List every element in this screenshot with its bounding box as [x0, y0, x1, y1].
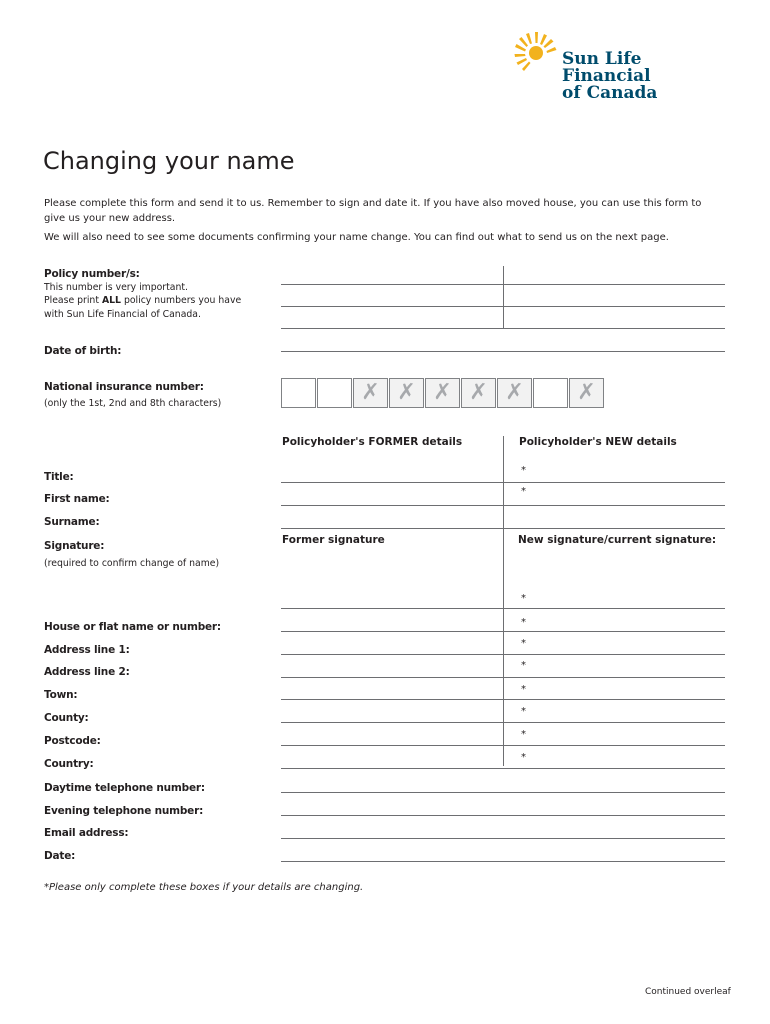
- policy-number-field-1[interactable]: [281, 266, 503, 284]
- eve-phone-field[interactable]: [281, 792, 725, 815]
- country-label: Country:: [44, 758, 94, 770]
- address1-star: *: [521, 638, 526, 649]
- former-county-field[interactable]: [281, 699, 503, 722]
- intro-text: [44, 196, 701, 245]
- house-label: House or flat name or number:: [44, 621, 221, 633]
- nin-box-4: [389, 378, 424, 408]
- date-line: [281, 861, 725, 862]
- former-details-header: Policyholder's FORMER details: [282, 436, 463, 448]
- former-signature-label: Former signature: [282, 534, 385, 546]
- former-house-field[interactable]: [281, 608, 503, 631]
- dob-line: [281, 351, 725, 352]
- surname-line: [281, 528, 725, 529]
- policy-note-3: with Sun Life Financial of Canada.: [44, 309, 201, 320]
- policy-number-label: Policy number/s:: [44, 268, 140, 280]
- intro-line-2: give us your new address.: [44, 213, 176, 224]
- eve-phone-label: Evening telephone number:: [44, 805, 204, 817]
- nin-box-cross-4: ✗: [397, 380, 416, 405]
- dob-field[interactable]: [281, 334, 725, 352]
- signature-area-star: *: [521, 593, 526, 604]
- day-phone-label: Daytime telephone number:: [44, 782, 205, 794]
- surname-label: Surname:: [44, 516, 100, 528]
- policy-number-field-4[interactable]: [503, 284, 725, 306]
- policy-note-2-pre: Please print: [44, 295, 102, 306]
- first-name-star: *: [521, 486, 526, 497]
- nin-label: National insurance number:: [44, 381, 204, 393]
- nin-note: (only the 1st, 2nd and 8th characters): [44, 398, 222, 409]
- logo-line-2: of Canada: [562, 83, 658, 103]
- new-details-header: Policyholder's NEW details: [519, 436, 677, 448]
- new-address1-field[interactable]: [503, 631, 725, 654]
- policy-number-field-5[interactable]: [281, 306, 503, 328]
- policy-note-2: [44, 294, 241, 308]
- nin-box-3: [353, 378, 388, 408]
- county-star: *: [521, 706, 526, 717]
- sun-life-logo: [514, 30, 730, 103]
- country-star: *: [521, 752, 526, 763]
- new-surname-field[interactable]: [503, 505, 725, 528]
- nin-box-8[interactable]: [533, 378, 568, 408]
- new-signature-label: New signature/current signature:: [518, 534, 717, 546]
- policy-note-1: This number is very important.: [44, 282, 188, 293]
- signature-label: Signature:: [44, 540, 105, 552]
- new-country-field[interactable]: [503, 745, 725, 768]
- former-town-field[interactable]: [281, 677, 503, 699]
- title-label: Title:: [44, 471, 74, 483]
- dob-label: Date of birth:: [44, 345, 122, 357]
- former-surname-field[interactable]: [281, 505, 503, 528]
- address1-label: Address line 1:: [44, 644, 130, 656]
- first-name-line: [281, 505, 725, 506]
- nin-box-9: [569, 378, 604, 408]
- date-label: Date:: [44, 850, 76, 862]
- address2-label: Address line 2:: [44, 666, 130, 678]
- former-signature-field[interactable]: [281, 550, 503, 608]
- policy-note-2-bold: ALL: [101, 295, 121, 306]
- intro-line-1: Please complete this form and send it to us. Remember to sign and date it. If you have also moved house, you can use this form to: [44, 198, 702, 209]
- continued-overleaf: Continued overleaf: [645, 987, 731, 997]
- new-signature-field[interactable]: [503, 550, 725, 608]
- former-address1-field[interactable]: [281, 631, 503, 654]
- intro-line-3: We will also need to see some documents confirming your name change. You can find out what to send us on the next page.: [44, 232, 669, 243]
- title-line: [281, 482, 725, 483]
- county-label: County:: [44, 712, 89, 724]
- nin-box-cross-7: ✗: [505, 380, 524, 405]
- page-title: Changing your name: [43, 147, 295, 175]
- new-address2-field[interactable]: [503, 654, 725, 677]
- nin-box-cross-6: ✗: [469, 380, 488, 405]
- email-field[interactable]: [281, 815, 725, 838]
- new-county-field[interactable]: [503, 699, 725, 722]
- new-postcode-field[interactable]: [503, 722, 725, 745]
- footnote: *Please only complete these boxes if your details are changing.: [44, 882, 364, 893]
- signature-note: (required to confirm change of name): [44, 558, 220, 569]
- date-field[interactable]: [281, 838, 725, 861]
- nin-box-2[interactable]: [317, 378, 352, 408]
- nin-box-5: [425, 378, 460, 408]
- nin-box-cross-5: ✗: [433, 380, 452, 405]
- day-phone-field[interactable]: [281, 768, 725, 792]
- nin-box-6: [461, 378, 496, 408]
- new-town-field[interactable]: [503, 677, 725, 699]
- house-star: *: [521, 617, 526, 628]
- email-label: Email address:: [44, 827, 129, 839]
- new-title-field[interactable]: [503, 462, 725, 482]
- former-postcode-field[interactable]: [281, 722, 503, 745]
- town-label: Town:: [44, 689, 78, 701]
- policy-note-2-post: policy numbers you have: [120, 295, 242, 306]
- policy-divider-3: [281, 328, 725, 329]
- nin-box-7: [497, 378, 532, 408]
- title-star: *: [521, 465, 526, 476]
- policy-number-field-2[interactable]: [503, 266, 725, 284]
- policy-number-field-6[interactable]: [503, 306, 725, 328]
- postcode-label: Postcode:: [44, 735, 101, 747]
- new-first-name-field[interactable]: [503, 482, 725, 505]
- policy-column-divider: [503, 266, 504, 328]
- nin-box-cross-9: ✗: [577, 380, 596, 405]
- sun-icon: [514, 30, 560, 76]
- town-star: *: [521, 684, 526, 695]
- first-name-label: First name:: [44, 493, 110, 505]
- logo-line-1: Sun Life Financial: [562, 49, 651, 86]
- former-title-field[interactable]: [281, 462, 503, 482]
- former-address2-field[interactable]: [281, 654, 503, 677]
- address2-star: *: [521, 660, 526, 671]
- policy-number-field-3[interactable]: [281, 284, 503, 306]
- new-house-field[interactable]: [503, 608, 725, 631]
- nin-box-1[interactable]: [281, 378, 316, 408]
- nin-box-cross-3: ✗: [361, 380, 380, 405]
- former-first-name-field[interactable]: [281, 482, 503, 505]
- postcode-star: *: [521, 729, 526, 740]
- former-country-field[interactable]: [281, 745, 503, 768]
